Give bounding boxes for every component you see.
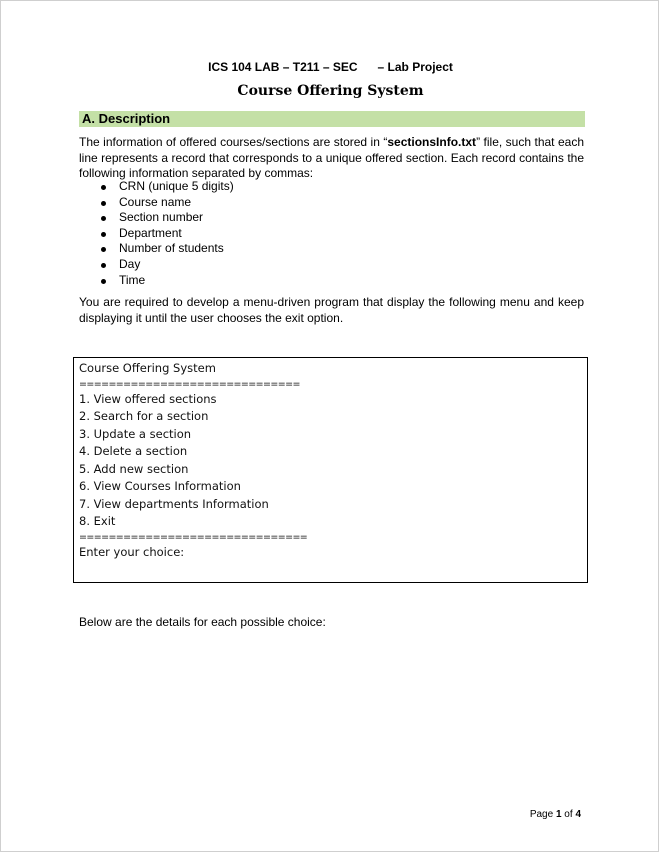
bullet-icon [101, 263, 106, 268]
menu-option: 5. Add new section [79, 461, 189, 476]
list-item [99, 226, 234, 242]
bullet-icon [101, 185, 106, 190]
list-item [99, 273, 234, 289]
intro-text-continued: ” file, such that each line represents a record that corresponds to a unique offered section. Each record contains the following information separated by commas: [79, 135, 585, 180]
page-label: Page [529, 809, 556, 820]
menu-option: 8. Exit [79, 514, 116, 528]
bullet-icon [101, 216, 106, 221]
menu-separator-bottom: =============================== [79, 531, 308, 543]
menu-option: 3. Update a section [79, 426, 192, 441]
description-paragraph [79, 135, 584, 182]
field-label: CRN (unique 5 digits) [119, 179, 234, 193]
of-label: of [561, 809, 576, 820]
list-item [99, 210, 234, 226]
list-item [99, 195, 234, 211]
menu-sample-box [73, 357, 588, 583]
filename-text: sectionsInfo.txt [387, 135, 477, 149]
bullet-icon [101, 279, 106, 284]
list-item [99, 257, 234, 273]
details-intro: Below are the details for each possible choice: [79, 615, 326, 629]
intro-text: The information of offered courses/sections are stored in “ [79, 135, 388, 149]
bullet-icon [101, 247, 106, 252]
field-label: Day [119, 256, 141, 271]
menu-title: Course Offering System [79, 361, 216, 375]
menu-option: 1. View offered sections [79, 391, 217, 406]
record-fields-list [99, 179, 234, 288]
course-header: ICS 104 LAB – T211 – SEC – Lab Project [208, 60, 453, 74]
field-label: Section number [119, 210, 204, 225]
bullet-icon [101, 201, 106, 206]
list-item [99, 241, 234, 257]
page-footer [530, 809, 581, 820]
menu-option: 2. Search for a section [79, 409, 209, 423]
section-heading: A. Description [79, 111, 585, 127]
field-label: Number of students [119, 241, 224, 256]
field-label: Department [119, 225, 182, 240]
requirement-paragraph: You are required to develop a menu-driven program that display the following menu and keep displaying it until the user chooses the exit option. [79, 295, 584, 325]
field-label: Time [119, 272, 146, 287]
page-number: 1 [555, 809, 562, 820]
bullet-icon [101, 232, 106, 237]
list-item [99, 179, 234, 195]
total-pages: 4 [575, 809, 581, 820]
menu-option: 7. View departments Information [79, 496, 269, 511]
menu-option: 4. Delete a section [79, 444, 188, 458]
menu-separator-top: ============================== [79, 378, 300, 390]
document-title: Course Offering System [237, 83, 424, 99]
menu-prompt: Enter your choice: [79, 544, 185, 559]
menu-option: 6. View Courses Information [79, 479, 241, 493]
field-label: Course name [119, 194, 192, 209]
